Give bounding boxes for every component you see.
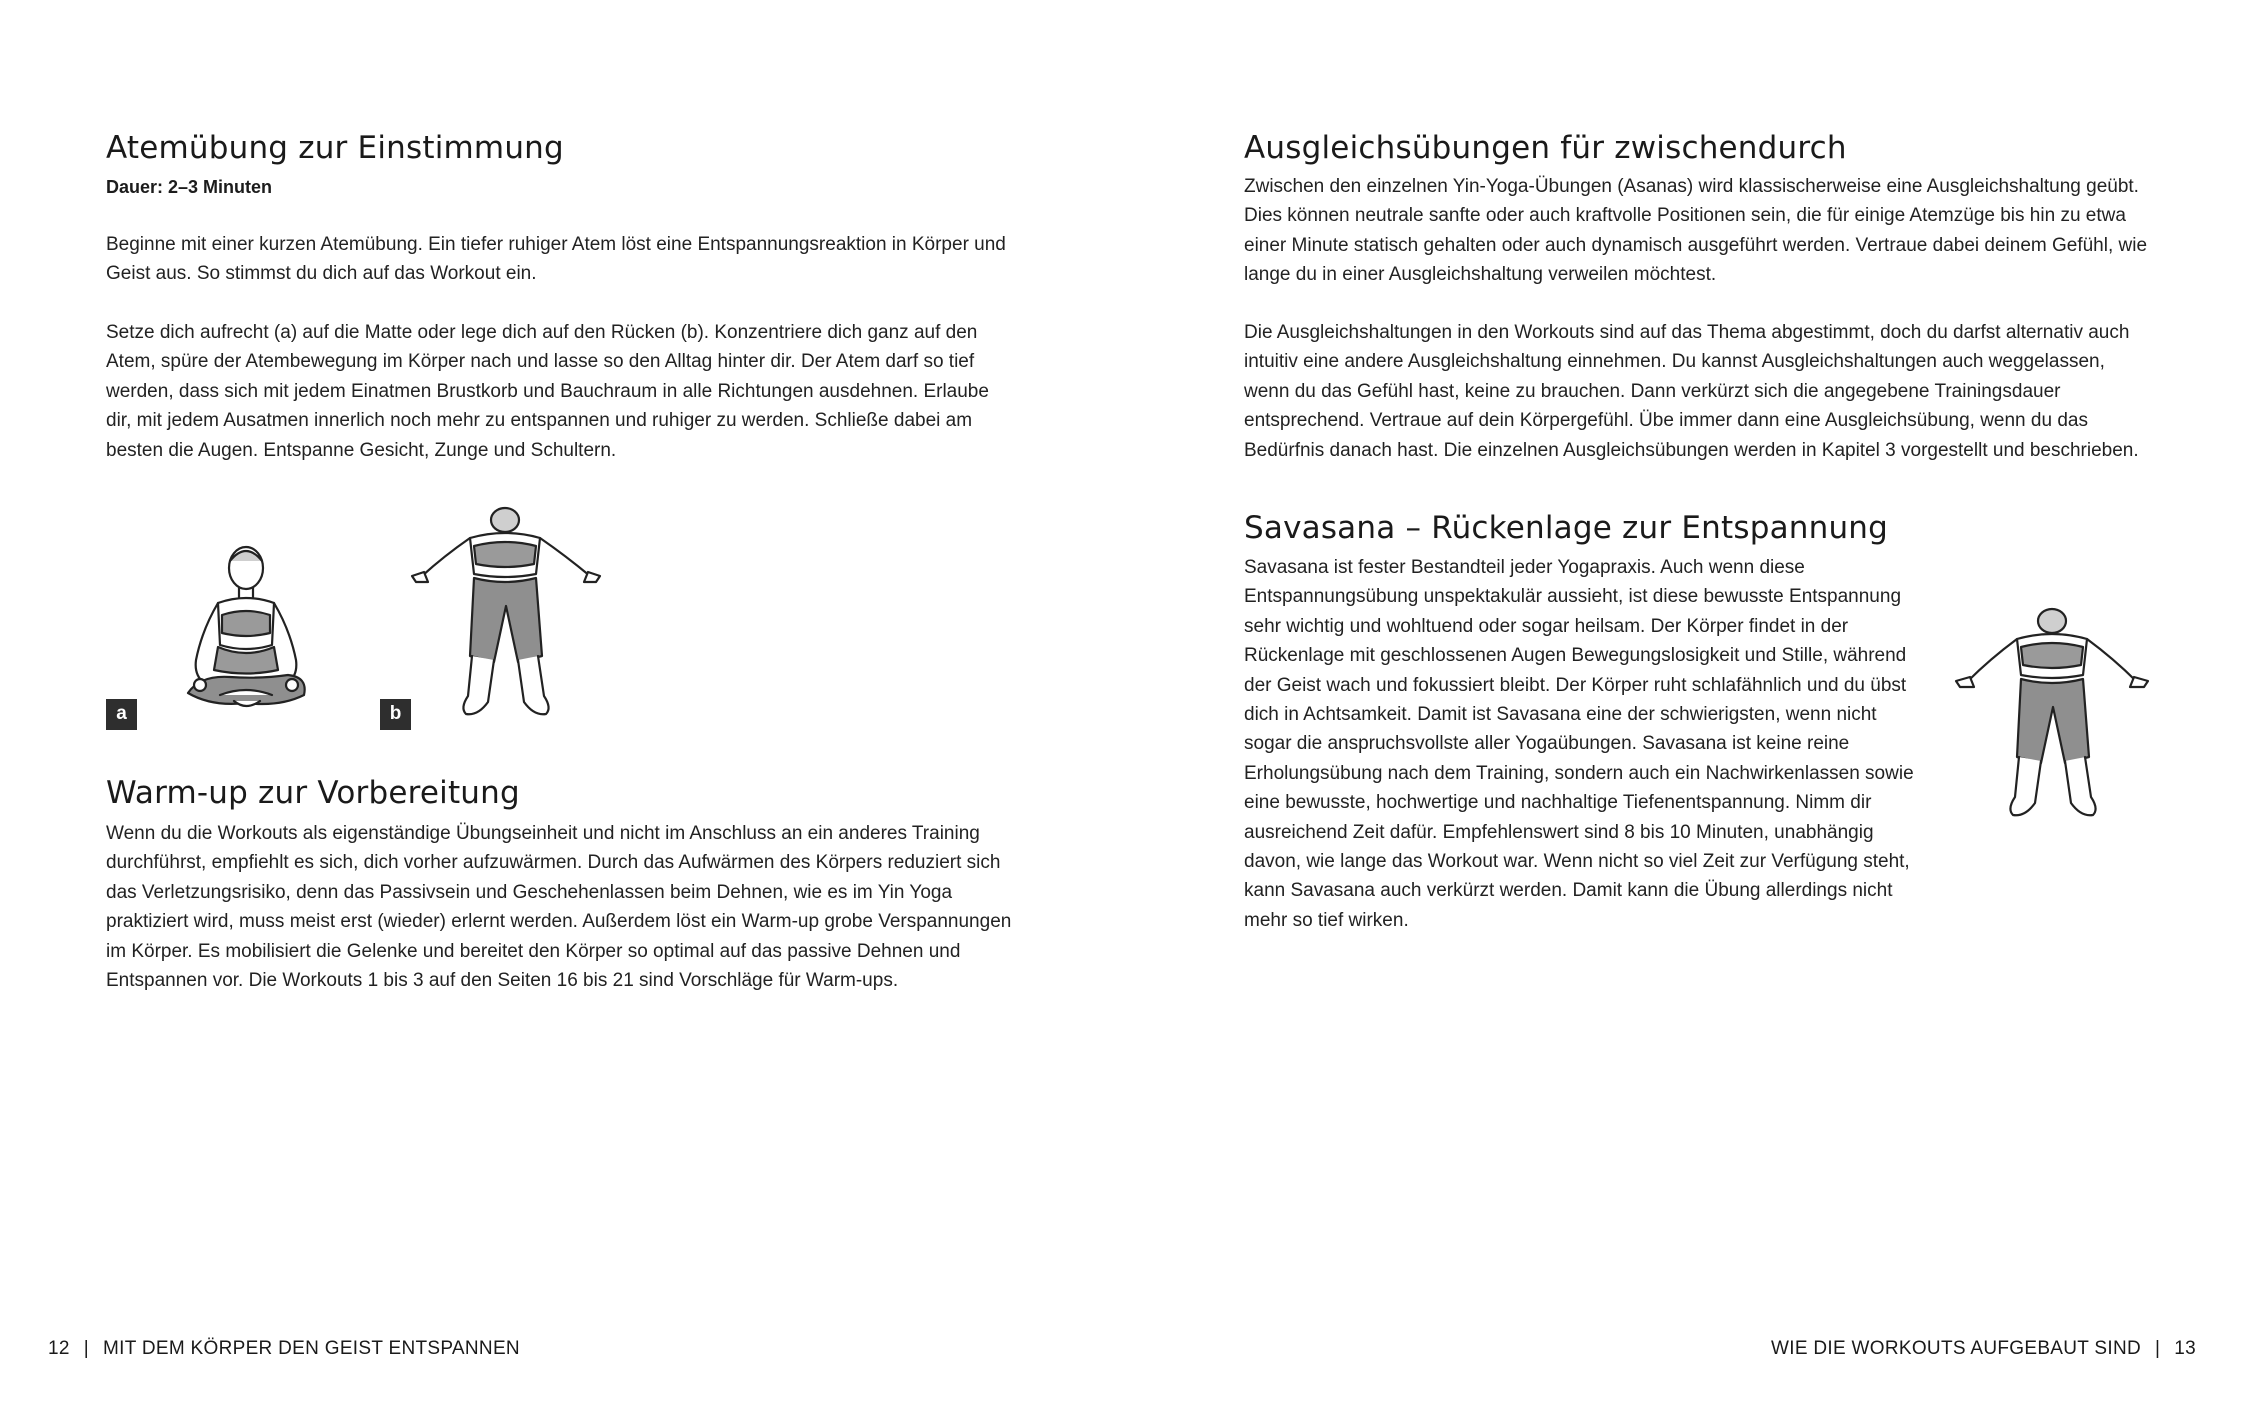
footer-left bbox=[48, 1338, 520, 1360]
chapter-title-right: WIE DIE WORKOUTS AUFGEBAUT SIND bbox=[1771, 1338, 2142, 1359]
ausgleich-paragraph-2: Die Ausgleichshaltungen in den Workouts sind auf das Thema abgestimmt, doch du darfst alternativ auch intuitiv eine andere Ausgleichshaltung einnehmen. Du kannst Ausgleichshaltungen auch weggelassen, wenn du das Gefühl hast, keine zu brauchen. Dann verkürzt sich die angegebene Trainingsdauer entsprechend. Vertraue auf dein Körpergefühl. Übe immer dann eine Ausgleichsübung, wenn du das Bedürfnis danach hast. Die einzelnen Ausgleichsübungen werden in Kapitel 3 vorgestellt und beschrieben. bbox=[1244, 322, 2139, 461]
figure-supine-relaxation bbox=[408, 506, 608, 726]
duration-label: Dauer: 2–3 Minuten bbox=[106, 177, 273, 197]
page-number-right: 13 bbox=[2174, 1338, 2196, 1359]
section-title-atemuebung: Atemübung zur Einstimmung bbox=[106, 130, 564, 166]
supine-illustration bbox=[408, 506, 608, 726]
figure-label-a: a bbox=[106, 699, 137, 730]
atemuebung-paragraph-2: Setze dich aufrecht (a) auf die Matte oder lege dich auf den Rücken (b). Konzentriere dich ganz auf den Atem, spüre der Atembewegung im Körper nach und lasse so den Alltag hinter dir. Der Atem darf so tief werden, dass sich mit jedem Einatmen Brustkorb und Bauchraum in alle Richtungen ausdehnen. Erlaube dir, mit jedem Ausatmen innerlich noch mehr zu entspannen und ruhiger zu werden. Schließe dabei am besten die Augen. Entspanne Gesicht, Zunge und Schultern. bbox=[106, 322, 989, 461]
figure-label-b: b bbox=[380, 699, 411, 730]
page-number-left: 12 bbox=[48, 1338, 70, 1359]
section-title-ausgleichsuebungen: Ausgleichsübungen für zwischendurch bbox=[1244, 130, 1847, 166]
warmup-paragraph: Wenn du die Workouts als eigenständige Übungseinheit und nicht im Anschluss an ein anderes Training durchführst, empfiehlt es sich, dich vorher aufzuwärmen. Durch das Aufwärmen des Körpers reduziert sich das Verletzungsrisiko, denn das Passivsein und Geschehenlassen beim Dehnen, wie es im Yin Yoga praktiziert wird, muss meist erst (wieder) erlernt werden. Außerdem löst ein Warm-up grobe Verspannungen im Körper. Es mobilisiert die Gelenke und bereitet den Körper so optimal auf das passive Dehnen und Entspannen vor. Die Workouts 1 bis 3 auf den Seiten 16 bis 21 sind Vorschläge für Warm-ups. bbox=[106, 823, 1012, 992]
section-title-warmup: Warm-up zur Vorbereitung bbox=[106, 775, 520, 811]
savasana-illustration bbox=[1950, 605, 2150, 827]
atemuebung-paragraph-1: Beginne mit einer kurzen Atemübung. Ein tiefer ruhiger Atem löst eine Entspannungsreaktion in Körper und Geist aus. So stimmst du dich auf das Workout ein. bbox=[106, 234, 1006, 285]
footer-right bbox=[1771, 1338, 2196, 1360]
footer-separator-left: | bbox=[83, 1338, 89, 1359]
footer-separator-right: | bbox=[2155, 1338, 2161, 1359]
figure-seated-meditation bbox=[160, 535, 320, 725]
ausgleich-paragraph-1: Zwischen den einzelnen Yin-Yoga-Übungen (Asanas) wird klassischerweise eine Ausgleichshaltung geübt. Dies können neutrale sanfte oder auch kraftvolle Positionen sein, die für einige Atemzüge bis hin zu etwa einer Minute statisch gehalten oder auch dynamisch ausgeführt werden. Vertraue dabei deinem Gefühl, wie lange du in einer Ausgleichshaltung verweilen möchtest. bbox=[1244, 176, 2148, 286]
section-title-savasana: Savasana – Rückenlage zur Entspannung bbox=[1244, 510, 1889, 546]
savasana-paragraph: Savasana ist fester Bestandteil jeder Yogapraxis. Auch wenn diese Entspannungsübung unspektakulär aussieht, ist diese bewusste Entspannung sehr wichtig und wohltuend oder sogar heilsam. Der Körper findet in der Rückenlage mit geschlossenen Augen Bewegungslosigkeit und Stille, während der Geist wach und fokussiert bleibt. Der Körper ruht schlafähnlich und du übst dich in Achtsamkeit. Damit ist Savasana eine der schwierigsten, wenn nicht sogar die anspruchsvollste aller Yogaübungen. Savasana ist keine reine Erholungsübung nach dem Training, sondern auch ein Nachwirkenlassen sowie eine bewusste, hochwertige und nachhaltige Tiefenentspannung. Nimm dir ausreichend Zeit dafür. Empfehlenswert sind 8 bis 10 Minuten, unabhängig davon, wie lange das Workout war. Wenn nicht so viel Zeit zur Verfügung steht, kann Savasana auch verkürzt werden. Damit kann die Übung allerdings nicht mehr so tief wirken. bbox=[1244, 557, 1914, 931]
figure-savasana bbox=[1950, 605, 2150, 827]
seated-meditation-illustration bbox=[160, 535, 320, 725]
chapter-title-left: MIT DEM KÖRPER DEN GEIST ENTSPANNEN bbox=[102, 1338, 520, 1359]
